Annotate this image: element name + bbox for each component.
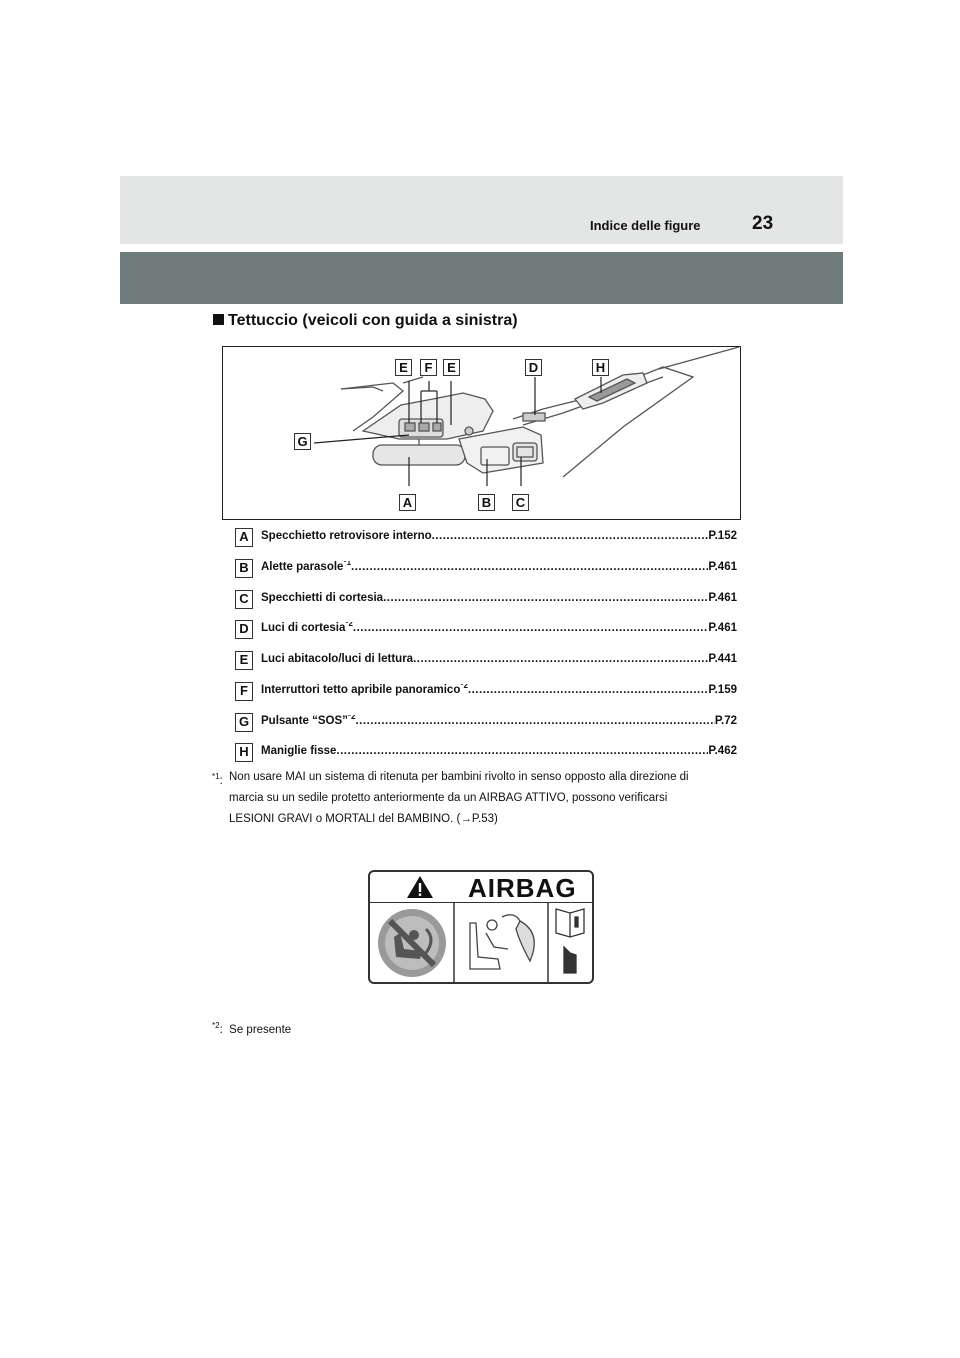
airbag-warning-label — [368, 870, 594, 984]
section-title-text: Tettuccio (veicoli con guida a sinistra) — [228, 312, 518, 329]
item-page-ref-link[interactable]: P.461 — [708, 622, 737, 634]
footnote-1-line-1: Non usare MAI un sistema di ritenuta per bambini rivolto in senso opposto alla direzione di — [229, 771, 689, 783]
footnote-1-marker: $^{*1}$: — [212, 772, 223, 787]
item-page-ref-link[interactable]: P.152 — [708, 530, 737, 542]
airbag-label-header — [370, 872, 592, 903]
item-letter: A — [235, 528, 253, 547]
list-item-a — [235, 528, 735, 548]
item-name: Luci di cortesia — [261, 622, 346, 634]
item-name: Interruttori tetto apribile panoramico — [261, 684, 461, 696]
item-name: Maniglie fisse — [261, 745, 337, 757]
footnote-2: $^{*2}$: Se presente — [212, 1021, 292, 1036]
header-top-bar — [120, 176, 843, 244]
figure-label-d: D — [525, 359, 542, 376]
item-letter: D — [235, 620, 253, 639]
figure-label-e: E — [395, 359, 412, 376]
list-item-g — [235, 713, 735, 733]
footnote-marker: *2 — [345, 622, 353, 629]
item-letter: E — [235, 651, 253, 670]
footnote-marker: *2 — [347, 715, 356, 722]
roof-figure — [222, 346, 741, 520]
item-page-ref-link[interactable]: P.462 — [708, 745, 737, 757]
item-page-ref-link[interactable]: P.159 — [708, 684, 737, 696]
list-item-h — [235, 743, 735, 763]
item-page-ref-link[interactable]: P.461 — [708, 561, 737, 573]
item-name: Specchietto retrovisore interno — [261, 530, 432, 542]
figure-label-c: C — [512, 494, 529, 511]
read-manual-icon — [556, 909, 584, 973]
list-item-c — [235, 590, 735, 610]
item-name: Pulsante “SOS” — [261, 715, 348, 727]
page-number: 23 — [752, 213, 774, 234]
section-name: Indice delle figure — [590, 218, 701, 233]
figure-label-a: A — [399, 494, 416, 511]
footnote-1-line-3: LESIONI GRAVI o MORTALI del BAMBINO. (→P.53) — [229, 813, 498, 825]
footnote-2-marker: *2 — [212, 1021, 220, 1030]
figure-label-b: B — [478, 494, 495, 511]
item-letter: G — [235, 713, 253, 732]
footnote-1-line-2: marcia su un sedile protetto anteriormente da un AIRBAG ATTIVO, possono verificarsi — [229, 792, 668, 804]
figure-label-g: G — [294, 433, 311, 450]
item-letter: F — [235, 682, 253, 701]
list-item-d — [235, 620, 735, 640]
list-item-f — [235, 682, 735, 702]
figure-label-f: F — [420, 359, 437, 376]
item-name: Alette parasole — [261, 561, 344, 573]
item-letter: H — [235, 743, 253, 762]
airbag-pictograms — [370, 903, 592, 983]
header-band — [120, 252, 843, 304]
list-item-e — [235, 651, 735, 671]
bullet-square-icon — [213, 314, 224, 325]
item-page-ref-link[interactable]: P.461 — [708, 592, 737, 604]
figure-label-e-2: E — [443, 359, 460, 376]
item-name: Luci abitacolo/luci di lettura — [261, 653, 414, 665]
figure-label-h: H — [592, 359, 609, 376]
item-name: Specchietti di cortesia — [261, 592, 384, 604]
airbag-word: AIRBAG — [468, 873, 577, 903]
item-letter: C — [235, 590, 253, 609]
no-rear-facing-child-seat-icon — [378, 909, 446, 977]
footnote-marker: *1 — [343, 561, 352, 568]
list-item-b — [235, 559, 735, 579]
item-letter: B — [235, 559, 253, 578]
footnote-2-text: Se presente — [229, 1023, 292, 1036]
section-title — [213, 312, 518, 330]
item-page-ref-link[interactable]: P.441 — [708, 653, 737, 665]
item-page-ref-link[interactable]: P.72 — [714, 715, 737, 727]
footnote-marker: *2 — [460, 684, 468, 691]
airbag-deploy-icon — [470, 915, 534, 969]
warning-triangle-icon — [400, 872, 440, 902]
